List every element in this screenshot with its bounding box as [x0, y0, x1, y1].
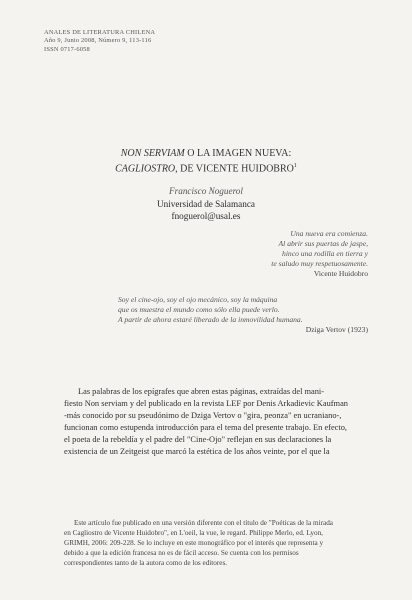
title-line-2-rest: , DE VICENTE HUIDOBRO: [175, 163, 294, 175]
footnote-line: debido a que la edición francesa no es de fácil acceso. Se cuenta con los permisos: [64, 549, 299, 558]
epigraph-line: Al abrir sus puertas de jaspe,: [278, 239, 368, 248]
title-line-2: [0, 160, 412, 175]
journal-issn: ISSN 0717-6058: [44, 45, 90, 53]
author-block: [0, 185, 412, 223]
author-email: fnoguerol@usal.es: [171, 211, 241, 222]
body-line: existencia de un Zeitgeist que marcó la estética de los años veinte, por el que la: [64, 447, 330, 456]
body-line: Las palabras de los epígrafes que abren estas páginas, extraídas del mani-: [78, 387, 325, 396]
epigraph-line: A partir de ahora estaré liberado de la inmovilidad humana.: [118, 315, 303, 324]
title-line-1: [0, 147, 412, 160]
body-line: -más conocido por su pseudónimo de Dziga Vertov o "gira, peonza" en ucraniano-,: [64, 411, 342, 420]
epigraph-line: que os muestra el mundo como sólo ella puede verlo.: [118, 305, 280, 314]
epigraph-vertov: [118, 295, 368, 335]
epigraph-line: Una nueva era comienza.: [290, 229, 368, 238]
footnote-line: correspondientes tanto de la autora como de los editores.: [64, 559, 228, 568]
footnote-line: en Cagliostro de Vicente Huidobro", en L'oeil, la vue, le regard. Philippe Merlo, ed. Lyon,: [64, 529, 323, 538]
body-line: el poeta de la rebeldía y el padre del "Cine-Ojo" reflejan en sus declaraciones la: [64, 435, 332, 444]
journal-name: ANALES DE LITERATURA CHILENA: [44, 29, 156, 36]
journal-header: [44, 29, 155, 54]
footnote-line: GRIMH, 2006: 209-228. Se lo incluye en este monográfico por el interés que representa y: [64, 539, 324, 548]
title-line-1-rest: O LA IMAGEN NUEVA:: [184, 148, 292, 159]
epigraph-line: te saludo muy respetuosamente.: [271, 259, 368, 268]
author-affiliation: Universidad de Salamanca: [157, 198, 255, 209]
body-line: fiesto Non serviam y del publicado en la revista LEF por Denis Arkadievic Kaufman: [64, 399, 348, 408]
title-footnote-mark: 1: [293, 163, 297, 169]
title-italic-cagliostro: CAGLIOSTRO: [115, 163, 176, 175]
title-italic-non-serviam: NON SERVIAM: [120, 148, 185, 159]
body-paragraph: [64, 386, 367, 458]
epigraph-source: Vicente Huidobro: [313, 269, 368, 278]
journal-issue: Año 9, Junio 2008, Número 9, 113-116: [44, 37, 152, 45]
epigraph-line: Soy el cine-ojo, soy el ojo mecánico, soy la máquina: [118, 295, 278, 304]
epigraph-source: Dziga Vertov (1923): [305, 325, 368, 334]
epigraph-huidobro: [168, 229, 368, 279]
footnote: [64, 518, 369, 568]
author-name: Francisco Noguerol: [169, 186, 243, 196]
body-line: funcionan como estupenda introducción para el tema del presente trabajo. En efecto,: [64, 423, 348, 432]
article-title: [0, 147, 412, 175]
footnote-line: Este artículo fue publicado en una versión diferente con el título de "Poéticas de la mirada: [74, 519, 333, 527]
epigraph-line: hinco una rodilla en tierra y: [282, 249, 368, 258]
